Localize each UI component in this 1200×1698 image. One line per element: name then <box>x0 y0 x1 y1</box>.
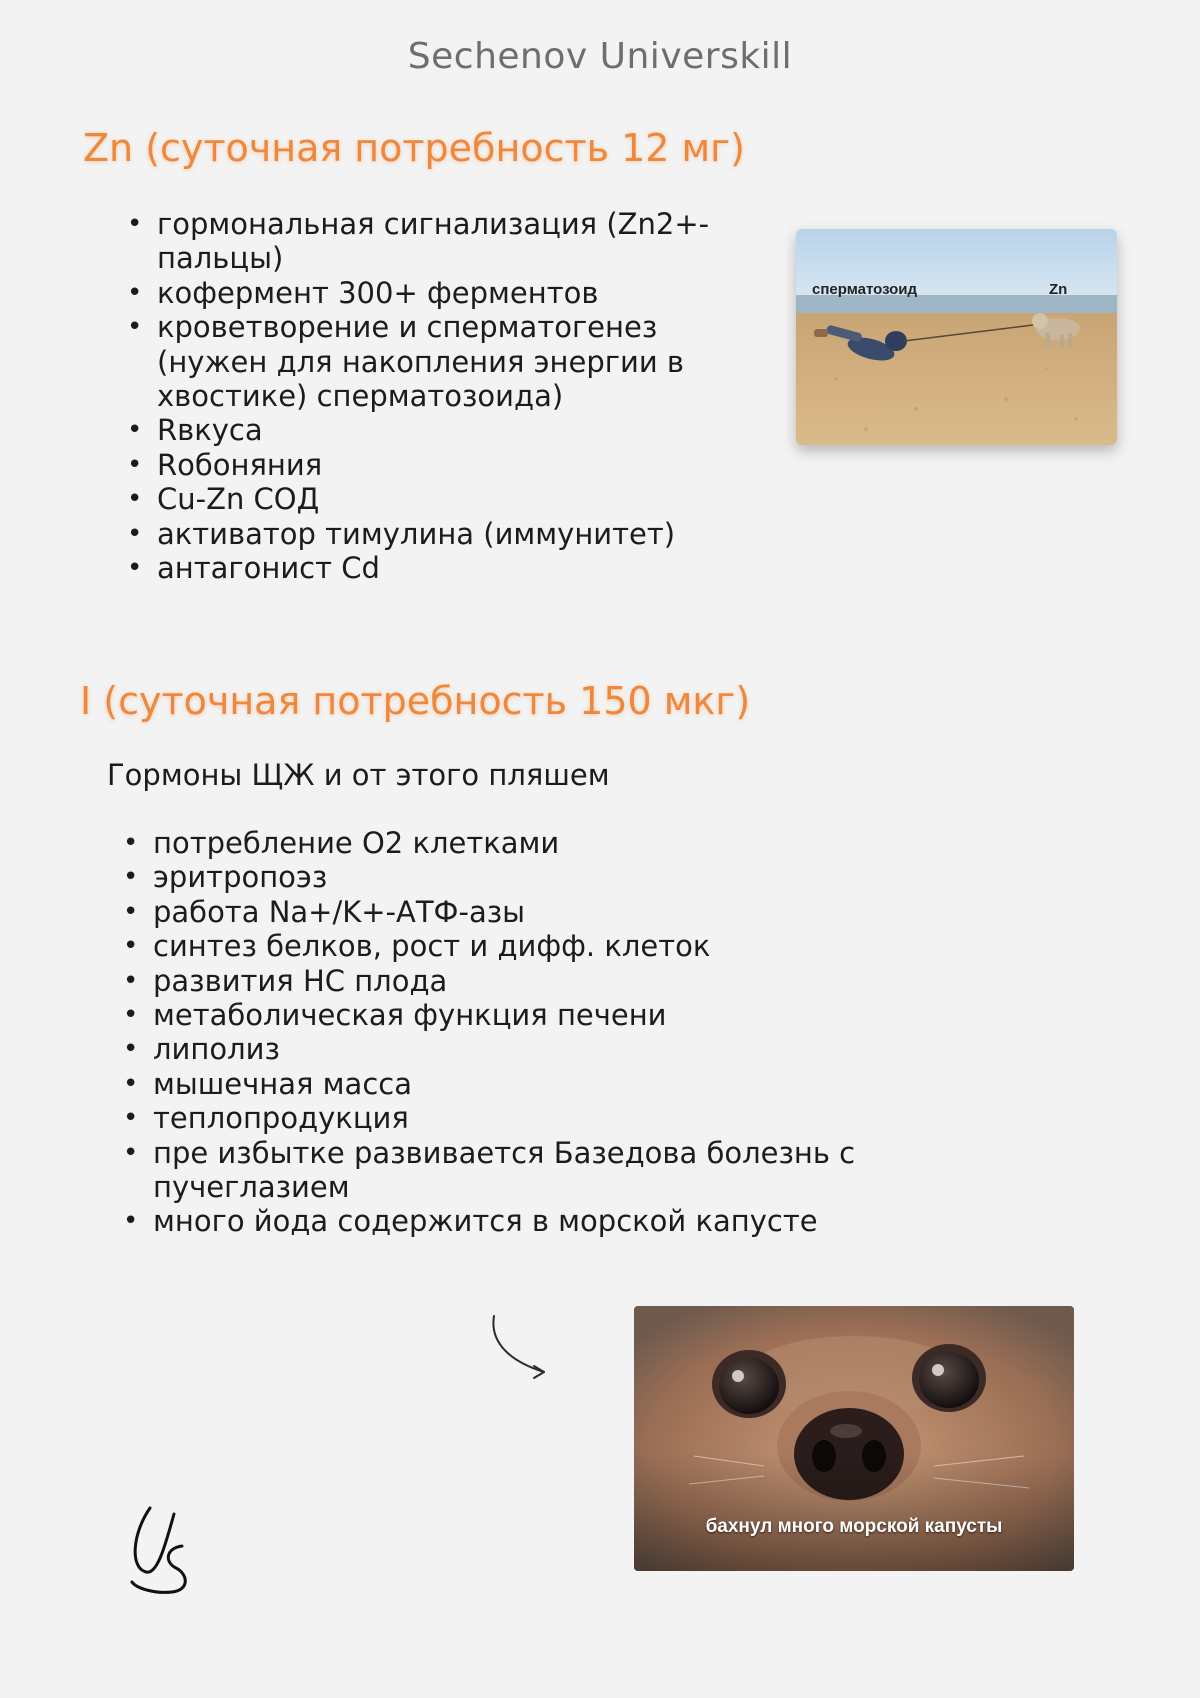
iodine-list-item: • потребление О2 клетками <box>123 826 953 860</box>
universkill-logo-icon <box>124 1502 204 1598</box>
beach-scene-illustration <box>796 229 1117 445</box>
zinc-list-item: • Cu-Zn СОД <box>127 482 767 516</box>
iodine-list-item: • метаболическая функция печени <box>123 998 953 1032</box>
iodine-list-item: • работа Na+/K+-АТФ-азы <box>123 895 953 929</box>
zinc-meme-image <box>796 229 1117 445</box>
meme-label-sperm: сперматозоид <box>812 281 918 298</box>
iodine-list-item: • развития НС плода <box>123 964 953 998</box>
zinc-list-item: • Rвкуса <box>127 413 767 447</box>
iodine-intro-text: Гормоны ЩЖ и от этого пляшем <box>107 758 610 792</box>
iodine-list-item: • липолиз <box>123 1032 953 1066</box>
zinc-list-item: • Rобоняния <box>127 448 767 482</box>
iodine-section-title: I (суточная потребность 150 мкг) <box>80 679 751 723</box>
zinc-list-item: • кофермент 300+ ферментов <box>127 276 767 310</box>
iodine-list-item: • теплопродукция <box>123 1101 953 1135</box>
curved-arrow-icon <box>486 1310 552 1380</box>
iodine-meme-image <box>634 1306 1074 1571</box>
iodine-list-item: • синтез белков, рост и дифф. клеток <box>123 929 953 963</box>
zinc-list-item: • гормональная сигнализация (Zn2+-пальцы) <box>127 207 767 276</box>
meme-caption: бахнул много морской капусты <box>705 1516 1003 1537</box>
zinc-section-title: Zn (суточная потребность 12 мг) <box>83 126 745 170</box>
meme-label-zinc: Zn <box>1049 281 1068 298</box>
iodine-list-item: • мышечная масса <box>123 1067 953 1101</box>
zinc-list-item: • активатор тимулина (иммунитет) <box>127 517 767 551</box>
zinc-list-item: • антагонист Cd <box>127 551 767 585</box>
brand-header: Sechenov Universkill <box>407 36 793 77</box>
iodine-list-item: • эритропоэз <box>123 860 953 894</box>
iodine-list-item: • пре избытке развивается Базедова болезнь с пучеглазием <box>123 1136 953 1205</box>
zinc-list-item: • кроветворение и сперматогенез (нужен для накопления энергии в хвостике) сперматозоида) <box>127 310 767 413</box>
zinc-function-list <box>127 207 767 585</box>
iodine-function-list <box>123 826 953 1239</box>
iodine-list-item: • много йода содержится в морской капусте <box>123 1204 953 1238</box>
